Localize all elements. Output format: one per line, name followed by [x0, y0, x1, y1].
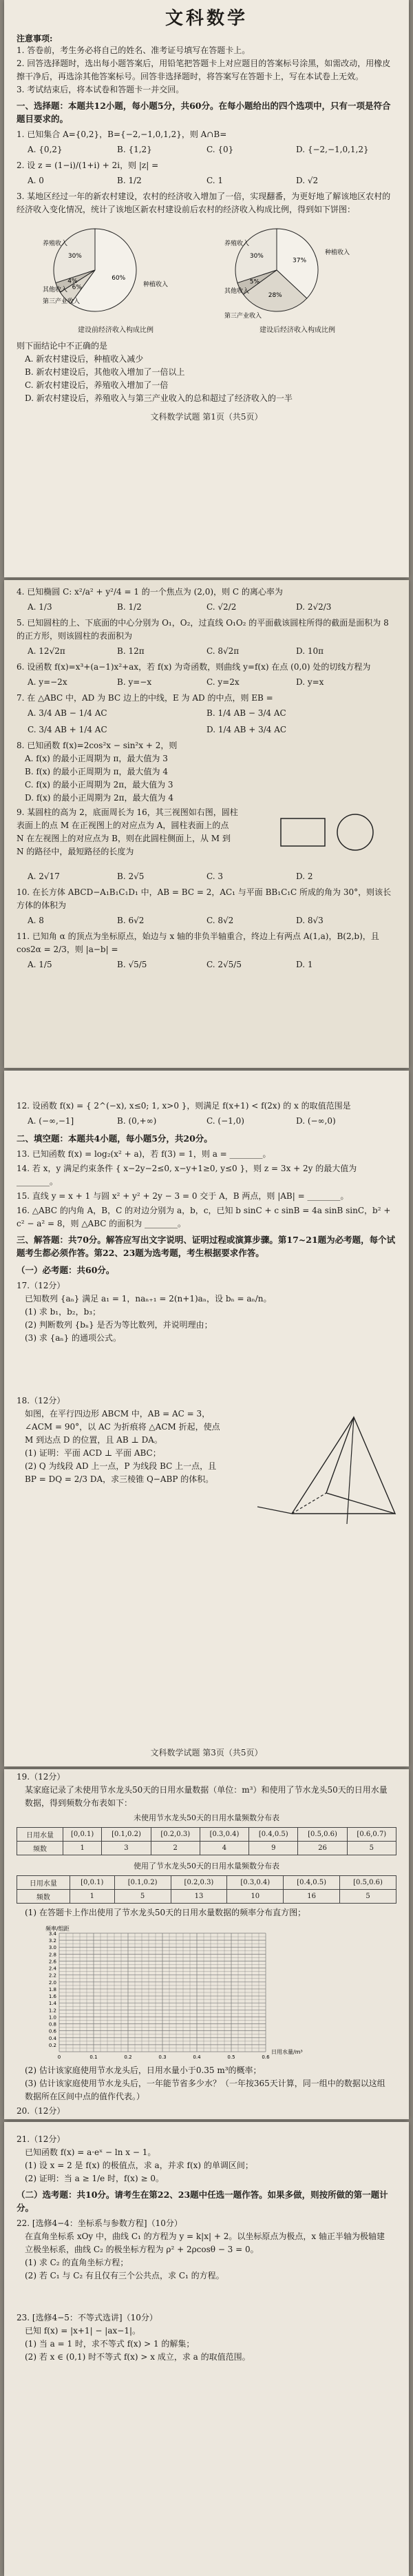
table-cell: [0.3,0.4) — [200, 1828, 248, 1842]
option: D. (−∞,0) — [296, 1116, 336, 1126]
question-11: 11. 已知角 α 的顶点为坐标原点，始边与 x 轴的非负半轴重合，终边上有两点 A(1,a)，B(2,b)，且 cos2α = 2/3，则 |a−b| = — [17, 931, 379, 954]
y-tick-label: 1.6 — [48, 1994, 56, 2000]
question-13: 13. 已知函数 f(x) = log₂(x² + a)，若 f(3) = 1，则 a = ________。 — [17, 1149, 271, 1159]
notice-heading: 注意事项: — [17, 34, 53, 43]
x-tick-label: 0.4 — [193, 2054, 201, 2060]
question-17-head: 17.（12分） — [17, 1281, 65, 1290]
option: D. √2 — [296, 176, 319, 185]
option: C. 3 — [206, 872, 224, 881]
table-header-row — [17, 1876, 396, 1890]
table-cell: [0.1,0.2) — [114, 1876, 171, 1890]
options-7 — [4, 705, 409, 721]
y-tick-label: 3.4 — [48, 1931, 56, 1937]
table-cell: 频数 — [17, 1890, 70, 1904]
page-5 — [4, 2122, 409, 2576]
notice-item: 1. 答卷前，考生务必将自己的姓名、准考证号填写在答题卡上。 — [17, 45, 251, 55]
option: A. (−∞,−1] — [28, 1116, 74, 1126]
question-14: 14. 若 x，y 满足约束条件 { x−2y−2≤0, x−y+1≥0, y≤0 }，则 z = 3x + 2y 的最大值为 ________。 — [17, 1164, 357, 1186]
option: C. {0} — [206, 145, 234, 154]
question-3-ask: 则下面结论中不正确的是 — [17, 341, 108, 351]
table-cell: [0.4,0.5) — [284, 1876, 340, 1890]
x-tick-label: 0 — [57, 2054, 61, 2060]
question-17-item: (3) 求 {aₙ} 的通项公式。 — [25, 1333, 122, 1343]
pie-category-label: 种植收入 — [325, 249, 350, 256]
histogram-grid — [4, 1919, 409, 2064]
pie-charts — [4, 216, 409, 338]
y-tick-label: 1.2 — [48, 2008, 56, 2014]
section-heading: 三、解答题：共70分。解答应写出文字说明、证明过程或演算步骤。第17~21题为必考题，每个试题考生都必须作答。第22、23题为选考题，考生根据要求作答。 — [17, 1235, 396, 1258]
y-tick-label: 2.8 — [48, 1952, 56, 1958]
question-10: 10. 在长方体 ABCD−A₁B₁C₁D₁ 中，AB = BC = 2，AC₁ 与平面 BB₁C₁C 所成的角为 30°，则该长方体的体积为 — [17, 887, 392, 910]
option: A. 1/3 — [28, 602, 52, 612]
question-23-item: (2) 若 x ∈ (0,1) 时不等式 f(x) > x 成立，求 a 的取值范围。 — [25, 2352, 251, 2362]
x-tick-label: 0.3 — [158, 2054, 167, 2060]
question-20-head: 20.（12分） — [17, 2106, 65, 2116]
table-cell: 1 — [63, 1842, 101, 1855]
question-19-head: 19.（12分） — [17, 1772, 65, 1782]
y-tick-label: 2.6 — [48, 1959, 56, 1965]
option: B. 1/2 — [117, 602, 142, 612]
pie-percent-label: 5% — [249, 278, 260, 286]
option: B. y=−x — [117, 677, 152, 687]
pie-after-chart — [222, 220, 373, 324]
table-cell: [0.4,0.5) — [249, 1828, 298, 1842]
question-12: 12. 设函数 f(x) = { 2^(−x), x≤0; 1, x>0 }，则满足 f(x+1) < f(2x) 的 x 的取值范围是 — [17, 1101, 351, 1111]
pie-percent-label: 6% — [72, 284, 82, 291]
option: A. 1/5 — [28, 960, 52, 969]
table-cell: [0.2,0.3) — [151, 1828, 200, 1842]
options-5 — [4, 643, 409, 659]
question-17: 已知数列 {aₙ} 满足 a₁ = 1，naₙ₊₁ = 2(n+1)aₙ，设 bₙ = aₙ/n。 — [25, 1294, 272, 1304]
empty-grid — [32, 1924, 376, 2061]
question-16: 16. △ABC 的内角 A，B，C 的对边分别为 a，b，c，已知 b sinC + c sinB = 4a sinB sinC，b² + c² − a² = 8，则 △ABC 的面积为 ________。 — [17, 1206, 391, 1228]
question-23: 已知 f(x) = |x+1| − |ax−1|。 — [25, 2326, 140, 2336]
table-cell: 5 — [114, 1890, 171, 1904]
fold-figure — [251, 1408, 409, 1544]
x-axis-label: 日用水量/m³ — [271, 2049, 303, 2055]
pie-after — [218, 220, 377, 334]
section-heading: 一、选择题：本题共12小题，每小题5分，共60分。在每小题给出的四个选项中，只有一项是符合题目要求的。 — [17, 101, 391, 124]
table-cell: [0.3,0.4) — [227, 1876, 284, 1890]
pie-percent-label: 30% — [67, 252, 82, 260]
option: C. 3/4 AB + 1/4 AC — [28, 725, 107, 734]
options-3 — [4, 353, 409, 405]
option: D. 10π — [296, 646, 324, 656]
pie-percent-label: 4% — [67, 278, 78, 285]
pie-before-chart — [40, 220, 191, 324]
y-tick-label: 0.2 — [48, 2042, 56, 2048]
option: A. 0 — [28, 176, 44, 185]
question-21: 已知函数 f(x) = a·eˣ − ln x − 1。 — [25, 2147, 156, 2157]
table-cell: 9 — [249, 1842, 298, 1855]
pie-percent-label: 37% — [293, 257, 307, 265]
table-header-row — [17, 1828, 396, 1842]
page-1 — [4, 0, 409, 577]
option: C. 8√2π — [206, 646, 240, 656]
table-cell: [0,0.1) — [70, 1876, 114, 1890]
question-2: 2. 设 z = (1−i)/(1+i) + 2i，则 |z| = — [17, 161, 159, 170]
y-tick-label: 2.0 — [48, 1979, 56, 1986]
question-15: 15. 直线 y = x + 1 与圆 x² + y² + 2y − 3 = 0 交于 A，B 两点，则 |AB| = ________。 — [17, 1191, 349, 1201]
subsection-heading: （一）必考题：共60分。 — [17, 1265, 115, 1275]
option: C. y=2x — [206, 677, 240, 687]
option: C. 2√5/5 — [206, 960, 242, 969]
pie-category-label: 养殖收入 — [43, 240, 68, 248]
option: B. 2√5 — [117, 872, 145, 881]
question-17-item: (1) 求 b₁，b₂，b₃； — [25, 1307, 101, 1317]
table-cell: [0.6,0.7) — [347, 1828, 396, 1842]
table-cell: 26 — [298, 1842, 347, 1855]
option: B. f(x) 的最小正周期为 π，最大值为 4 — [25, 767, 168, 776]
option: A. 2√17 — [28, 872, 60, 881]
question-19-item: (1) 在答题卡上作出使用了节水龙头50天的日用水量数据的频率分布直方图； — [25, 1908, 306, 1917]
y-tick-label: 1.0 — [48, 2015, 56, 2021]
option: D. 1 — [296, 960, 313, 969]
question-9: 9. 某圆柱的高为 2，底面周长为 16，其三视图如右图，圆柱表面上的点 M 在正视图上的对应点为 A，圆柱表面上的点 N 在左视图上的对应点为 B，则在此圆柱侧面上，从 M 到 N 的路径中，最短路径的长度为 — [17, 807, 238, 856]
table-cell: 1 — [70, 1890, 114, 1904]
question-21-head: 21.（12分） — [17, 2134, 65, 2144]
options-8 — [4, 752, 409, 805]
option: C. 1 — [206, 176, 224, 185]
y-tick-label: 0.6 — [48, 2028, 56, 2034]
table-cell: 16 — [284, 1890, 340, 1904]
document-title: 文科数学 — [165, 8, 248, 29]
option: B. (0,+∞) — [117, 1116, 157, 1126]
table-2 — [17, 1875, 396, 1904]
pie-category-label: 养殖收入 — [224, 240, 250, 248]
pie-category-label: 种植收入 — [143, 281, 169, 289]
table-cell: 日用水量 — [17, 1828, 63, 1842]
options-10 — [4, 912, 409, 929]
x-tick-label: 0.6 — [262, 2054, 270, 2060]
question-3: 3. 某地区经过一年的新农村建设，农村的经济收入增加了一倍，实现翻番，为更好地了解该地区农村的经济收入变化情况，统计了该地区新农村建设前后农村的经济收入构成比例，得到如下饼图： — [17, 192, 391, 214]
page-3 — [4, 1071, 409, 1766]
table-cell: 5 — [347, 1842, 396, 1855]
pie-percent-label: 28% — [268, 291, 282, 299]
option: B. 新农村建设后，其他收入增加了一倍以上 — [25, 367, 185, 377]
option: A. y=−2x — [28, 677, 67, 687]
table-cell: 5 — [340, 1890, 396, 1904]
section-heading: 二、填空题：本题共4小题，每小题5分，共20分。 — [17, 1133, 213, 1144]
option: A. 新农村建设后，种植收入减少 — [25, 354, 144, 364]
pie-before — [36, 220, 195, 334]
table-cell: [0.5,0.6) — [298, 1828, 347, 1842]
option: D. {−2,−1,0,1,2} — [296, 145, 369, 154]
question-17-item: (2) 判断数列 {bₙ} 是否为等比数列，并说明理由； — [25, 1320, 213, 1330]
options-6 — [4, 674, 409, 690]
table-cell: 2 — [151, 1842, 200, 1855]
three-view-figure — [251, 805, 409, 868]
question-4: 4. 已知椭圆 C: x²/a² + y²/4 = 1 的一个焦点为 (2,0)，则 C 的离心率为 — [17, 587, 283, 597]
question-19: 某家庭记录了未使用节水龙头50天的日用水量数据（单位：m³）和使用了节水龙头50天的日用水量数据，得到频数分布表如下： — [25, 1785, 388, 1808]
option: B. 12π — [117, 646, 145, 656]
pie-category-label: 第三产业收入 — [43, 298, 81, 306]
y-tick-label: 0.4 — [48, 2035, 56, 2041]
y-tick-label: 2.2 — [48, 1972, 56, 1979]
pie-percent-label: 30% — [249, 252, 264, 260]
question-22-item: (1) 求 C₂ 的直角坐标方程； — [25, 2258, 129, 2267]
question-18-head: 18.（12分） — [17, 1396, 65, 1405]
y-tick-label: 2.4 — [48, 1966, 56, 1972]
options-12 — [4, 1113, 409, 1129]
table-1 — [17, 1827, 396, 1855]
options-9 — [4, 868, 409, 885]
pie-percent-label: 60% — [112, 275, 126, 282]
table-2-caption: 使用了节水龙头50天的日用水量频数分布表 — [134, 1862, 279, 1871]
notice-item: 3. 考试结束后，将本试卷和答题卡一并交回。 — [17, 85, 184, 94]
question-21-item: (1) 设 x = 2 是 f(x) 的极值点，求 a，并求 f(x) 的单调区间； — [25, 2161, 253, 2170]
option: A. 3/4 AB − 1/4 AC — [28, 708, 107, 718]
question-21-item: (2) 证明：当 a ≥ 1/e 时，f(x) ≥ 0。 — [25, 2174, 164, 2183]
option: A. f(x) 的最小正周期为 π，最大值为 3 — [25, 754, 168, 763]
y-axis-label: 频率/组距 — [45, 1926, 70, 1932]
option: D. 2√2/3 — [296, 602, 332, 612]
option: B. 1/2 — [117, 176, 142, 185]
table-cell: [0.2,0.3) — [171, 1876, 227, 1890]
option: A. 12√2π — [28, 646, 65, 656]
option: B. {1,2} — [117, 145, 152, 154]
options-11 — [4, 956, 409, 973]
x-tick-label: 0.2 — [124, 2054, 132, 2060]
x-tick-label: 0.5 — [227, 2054, 235, 2060]
fold-drawing — [251, 1410, 409, 1541]
option: A. 8 — [28, 916, 44, 925]
options-2 — [4, 172, 409, 189]
option: D. 8√3 — [296, 916, 324, 925]
table-cell: [0,0.1) — [63, 1828, 101, 1842]
table-cell: 4 — [200, 1842, 248, 1855]
question-18: 如图，在平行四边形 ABCM 中，AB = AC = 3，∠ACM = 90°，以 AC 为折痕将 △ACM 折起，使点 M 到达点 D 的位置，且 AB ⊥ DA。 — [25, 1409, 220, 1445]
page-footer: 文科数学试题 第3页（共5页） — [150, 1748, 263, 1758]
option: D. 1/4 AB + 3/4 AC — [206, 725, 287, 734]
three-view-drawing — [278, 809, 381, 864]
notice-item: 2. 回答选择题时，选出每小题答案后，用铅笔把答题卡上对应题目的答案标号涂黑，如需改动，用橡皮擦干净后，再选涂其他答案标号。回答非选择题时，将答案写在答题卡上，写在本试卷上无效。 — [17, 59, 391, 81]
pie-after-caption: 建设后经济收入构成比例 — [260, 327, 335, 334]
option: B. 6√2 — [117, 916, 145, 925]
options-7b — [4, 721, 409, 738]
option: C. 新农村建设后，养殖收入增加了一倍 — [25, 380, 169, 390]
question-23-item: (1) 当 a = 1 时，求不等式 f(x) > 1 的解集； — [25, 2339, 195, 2349]
table-cell: [0.5,0.6) — [340, 1876, 396, 1890]
pie-category-label: 第三产业收入 — [224, 312, 262, 320]
table-cell: 10 — [227, 1890, 284, 1904]
option: C. f(x) 的最小正周期为 2π，最大值为 3 — [25, 780, 173, 790]
option: C. 8√2 — [206, 916, 234, 925]
question-19-item: (3) 估计该家庭使用节水龙头后，一年能节省多少水？（一年按365天计算，同一组中的数据以这组数据所在区间中点的值作代表。） — [25, 2079, 385, 2101]
y-tick-label: 3.2 — [48, 1938, 56, 1944]
y-tick-label: 3.0 — [48, 1945, 56, 1951]
page-4 — [4, 1769, 409, 2119]
table-cell: 13 — [171, 1890, 227, 1904]
option: D. 2 — [296, 872, 313, 881]
table-cell: 日用水量 — [17, 1876, 70, 1890]
table-cell: 频数 — [17, 1842, 63, 1855]
table-cell: [0.1,0.2) — [102, 1828, 151, 1842]
option: C. √2/2 — [206, 602, 237, 612]
y-tick-label: 1.8 — [48, 1986, 56, 1992]
y-tick-label: 1.4 — [48, 2001, 56, 2007]
table-cell: 3 — [102, 1842, 151, 1855]
y-tick-label: 0.8 — [48, 2021, 56, 2028]
pie-category-label: 其他收入 — [224, 287, 250, 295]
option: B. √5/5 — [117, 960, 147, 969]
options-1 — [4, 141, 409, 158]
question-5: 5. 已知圆柱的上、下底面的中心分别为 O₁，O₂，过直线 O₁O₂ 的平面截该圆柱所得的截面是面积为 8 的正方形，则该圆柱的表面积为 — [17, 618, 389, 641]
table-1-caption: 未使用节水龙头50天的日用水量频数分布表 — [134, 1813, 279, 1822]
question-7: 7. 在 △ABC 中，AD 为 BC 边上的中线，E 为 AD 的中点，则 EB = — [17, 693, 273, 703]
question-23-head: 23. [选修4−5：不等式选讲]（10分） — [17, 2313, 158, 2322]
page-2 — [4, 580, 409, 1068]
table-row — [17, 1890, 396, 1904]
question-18-item: (2) Q 为线段 AD 上一点，P 为线段 BC 上一点，且 BP = DQ = 2/3 DA，求三棱锥 Q−ABP 的体积。 — [25, 1461, 217, 1484]
option: D. 新农村建设后，养殖收入与第三产业收入的总和超过了经济收入的一半 — [25, 393, 293, 403]
question-22-item: (2) 若 C₁ 与 C₂ 有且仅有三个公共点，求 C₁ 的方程。 — [25, 2271, 224, 2280]
x-tick-label: 0.1 — [89, 2054, 98, 2060]
table-row — [17, 1842, 396, 1855]
option: D. f(x) 的最小正周期为 2π，最大值为 4 — [25, 793, 173, 803]
option: D. y=x — [296, 677, 324, 687]
question-18-item: (1) 证明：平面 ACD ⊥ 平面 ABC； — [25, 1448, 161, 1458]
subsection-heading: （二）选考题：共10分。请考生在第22、23题中任选一题作答。如果多做，则按所做的第一题计分。 — [17, 2189, 388, 2213]
option: B. 1/4 AB − 3/4 AC — [206, 708, 286, 718]
question-6: 6. 设函数 f(x)=x³+(a−1)x²+ax，若 f(x) 为奇函数，则曲线 y=f(x) 在点 (0,0) 处的切线方程为 — [17, 662, 371, 672]
pie-category-label: 其他收入 — [43, 287, 68, 294]
option: C. (−1,0) — [206, 1116, 244, 1126]
question-1: 1. 已知集合 A={0,2}，B={−2,−1,0,1,2}，则 A∩B= — [17, 130, 227, 139]
pie-before-caption: 建设前经济收入构成比例 — [78, 327, 153, 334]
question-20 — [4, 2118, 409, 2119]
options-4 — [4, 599, 409, 615]
question-22: 在直角坐标系 xOy 中，曲线 C₁ 的方程为 y = k|x| + 2。以坐标原点为极点，x 轴正半轴为极轴建立极坐标系，曲线 C₂ 的极坐标方程为 ρ² + 2ρcosθ − 3 = 0。 — [25, 2232, 385, 2254]
question-8: 8. 已知函数 f(x)=2cos²x − sin²x + 2，则 — [17, 741, 178, 750]
page-footer: 文科数学试题 第1页（共5页） — [150, 412, 263, 422]
question-19-item: (2) 估计该家庭使用节水龙头后，日用水量小于0.35 m³的概率； — [25, 2065, 262, 2075]
option: A. {0,2} — [28, 145, 63, 154]
question-22-head: 22. [选修4−4：坐标系与参数方程]（10分） — [17, 2218, 182, 2228]
